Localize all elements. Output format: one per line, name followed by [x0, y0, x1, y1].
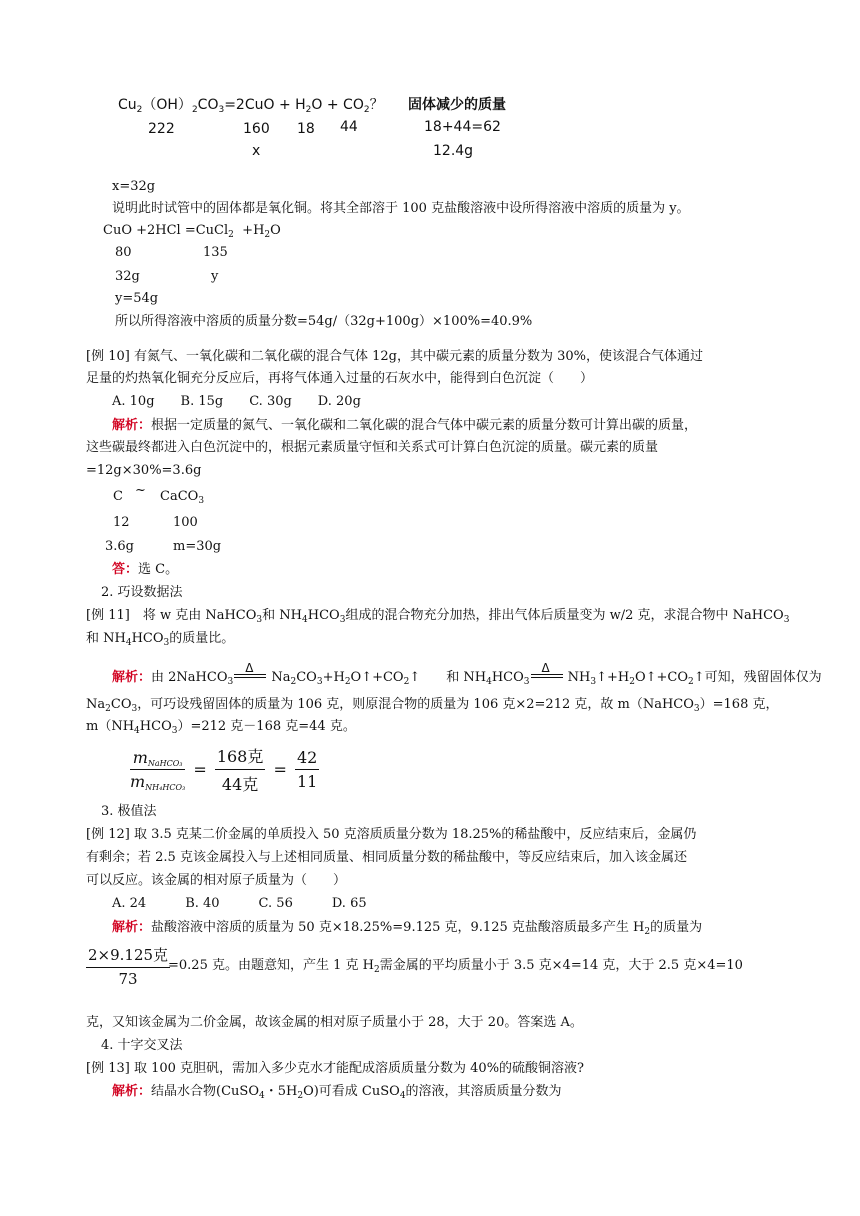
text-line: =0.25 克。由题意知，产生 1 克 $H_2$需金属的平均质量小于 3.5 克×4=14 克，大于 2.5 克×4=10 — [168, 958, 743, 975]
solid-loss-label: 固体减少的质量 — [408, 97, 506, 113]
text-c: C — [113, 489, 123, 504]
example-12-line2: 有剩余；若 2.5 克该金属投入与上述相同质量、相同质量分数的稀盐酸中，等反应结束后，加入该金属还 — [86, 850, 687, 865]
example-10-line2: 足量的灼热氧化铜充分反应后，再将气体通入过量的石灰水中，能得到白色沉淀（ ） — [86, 371, 594, 386]
example-12-analysis-line1: 解析：盐酸溶液中溶质的质量为 50 克×18.25%=9.125 克，9.125 克盐酸溶质最多产生 $H_2$的质量为 — [112, 920, 703, 937]
text-135: 135 — [203, 245, 228, 260]
analysis-label: 解析： — [112, 920, 152, 935]
mass-62: 18+44=62 — [424, 119, 501, 135]
example-13-analysis: 解析：结晶水合物(CuSO$_4$・$5H_2O$)可看成 CuSO$_4$的溶液，其溶质质量分数为 — [112, 1084, 562, 1101]
text-line: $Na_2CO_3$，可巧设残留固体的质量为 106 克，则原混合物的质量为 106 克×2=212 克，故 m（NaHCO$_3$）=168 克， — [86, 697, 779, 714]
text-line: 说明此时试管中的固体都是氧化铜。将其全部溶于 100 克盐酸溶液中设所得溶液中溶质的质量为 y。 — [112, 201, 690, 216]
text-line: 克，又知该金属为二价金属，故该金属的相对原子质量小于 28，大于 20。答案选 A。 — [86, 1015, 583, 1030]
text-80: 80 — [115, 245, 132, 260]
text-m-30g: m=30g — [173, 539, 222, 554]
section-heading-3: 3. 极值法 — [101, 804, 157, 819]
analysis-label: 解析： — [112, 1084, 152, 1099]
mass-ratio-formula: $\frac{m_{NaHCO_3}}{m_{NH_4HCO_3}}$ = $\frac{\text{168克}}{\text{44克}}$ = $\frac{42}{11}$ — [130, 744, 319, 795]
example-10-options: A. 10g B. 15g C. 30g D. 20g — [112, 394, 361, 409]
text-line: $m(NH_4HCO_3)=212$ 克－168 克=44 克。 — [86, 719, 356, 736]
answer-line: 答：选 C。 — [112, 562, 179, 577]
text-32g: 32g — [115, 269, 140, 284]
var-x: x — [252, 143, 261, 159]
example-12-line1: [例 12] 取 3.5 克某二价金属的单质投入 50 克溶质质量分数为 18.25%的稀盐酸中，反应结束后，金属仍 — [86, 827, 697, 842]
text-12: 12 — [113, 515, 130, 530]
text-caco3: CaCO$_3$ — [160, 489, 205, 506]
text-line: x=32g — [112, 179, 156, 194]
example-11-line1: [例 11] 将 w 克由 NaHCO$_3$和 $NH_4HCO_3$组成的混合物充分加热，排出气体后质量变为 w/2 克，求混合物中 NaHCO$_3$ — [86, 608, 790, 625]
text-line: 所以所得溶液中溶质的质量分数=54g/（32g+100g）×100%=40.9% — [115, 314, 533, 329]
answer-label: 答： — [112, 562, 139, 577]
example-11-line2: 和 $NH_4HCO_3$的质量比。 — [86, 631, 235, 648]
example-10-analysis-line1: 解析：根据一定质量的氮气、一氧化碳和二氧化碳的混合气体中碳元素的质量分数可计算出碳的质量， — [112, 418, 698, 433]
example-10-line1: [例 10] 有氮气、一氧化碳和二氧化碳的混合气体 12g，其中碳元素的质量分数为 30%，使该混合气体通过 — [86, 349, 703, 364]
val-12-4g: 12.4g — [433, 143, 474, 159]
mass-18: 18 — [297, 121, 315, 137]
text-3-6g: 3.6g — [105, 539, 134, 554]
example-13: [例 13] 取 100 克胆矾，需加入多少克水才能配成溶质质量分数为 40%的硫酸铜溶液? — [86, 1061, 585, 1076]
example-12-line3: 可以反应。该金属的相对原子质量为（ ） — [86, 873, 347, 888]
text-100: 100 — [173, 515, 198, 530]
section-heading-2: 2. 巧设数据法 — [101, 585, 183, 600]
mass-44: 44 — [340, 119, 358, 135]
text-line: y=54g — [115, 291, 159, 306]
fraction-9-125: $\frac{\text{2×9.125克}}{73}$ — [88, 946, 169, 988]
mass-222: 222 — [148, 121, 175, 137]
text-y: y — [211, 269, 219, 284]
analysis-label: 解析： — [112, 418, 152, 433]
mass-160: 160 — [243, 121, 270, 137]
example-12-options: A. 24 B. 40 C. 56 D. 65 — [112, 896, 367, 911]
text-line: =12g×30%=3.6g — [86, 463, 202, 478]
heating-condition-arrow: Δ — [531, 665, 563, 683]
equation-cu2oh2co3: $Cu_2(OH)_2CO_3=2CuO + H_2O + CO_2$？ — [118, 97, 384, 115]
example-11-analysis-line1: 解析：由 2NaHCO$_3$ Δ $Na_2CO_3+H_2O↑+CO_2↑$ 和 $NH_4HCO_3$ Δ $NH_3↑+H_2O↑+CO_2↑$可知，残留固体仅为 — [112, 661, 822, 687]
heating-condition-arrow: Δ — [234, 665, 266, 683]
analysis-label: 解析： — [112, 670, 152, 685]
equation-cuo: CuO +2HCl =CuCl$_2$ $+H_2O$ — [103, 223, 281, 240]
section-heading-4: 4. 十字交叉法 — [101, 1038, 183, 1053]
text-line: 这些碳最终都进入白色沉淀中的，根据元素质量守恒和关系式可计算白色沉淀的质量。碳元素的质量 — [86, 440, 659, 455]
text-tilde: ~ — [135, 483, 146, 498]
